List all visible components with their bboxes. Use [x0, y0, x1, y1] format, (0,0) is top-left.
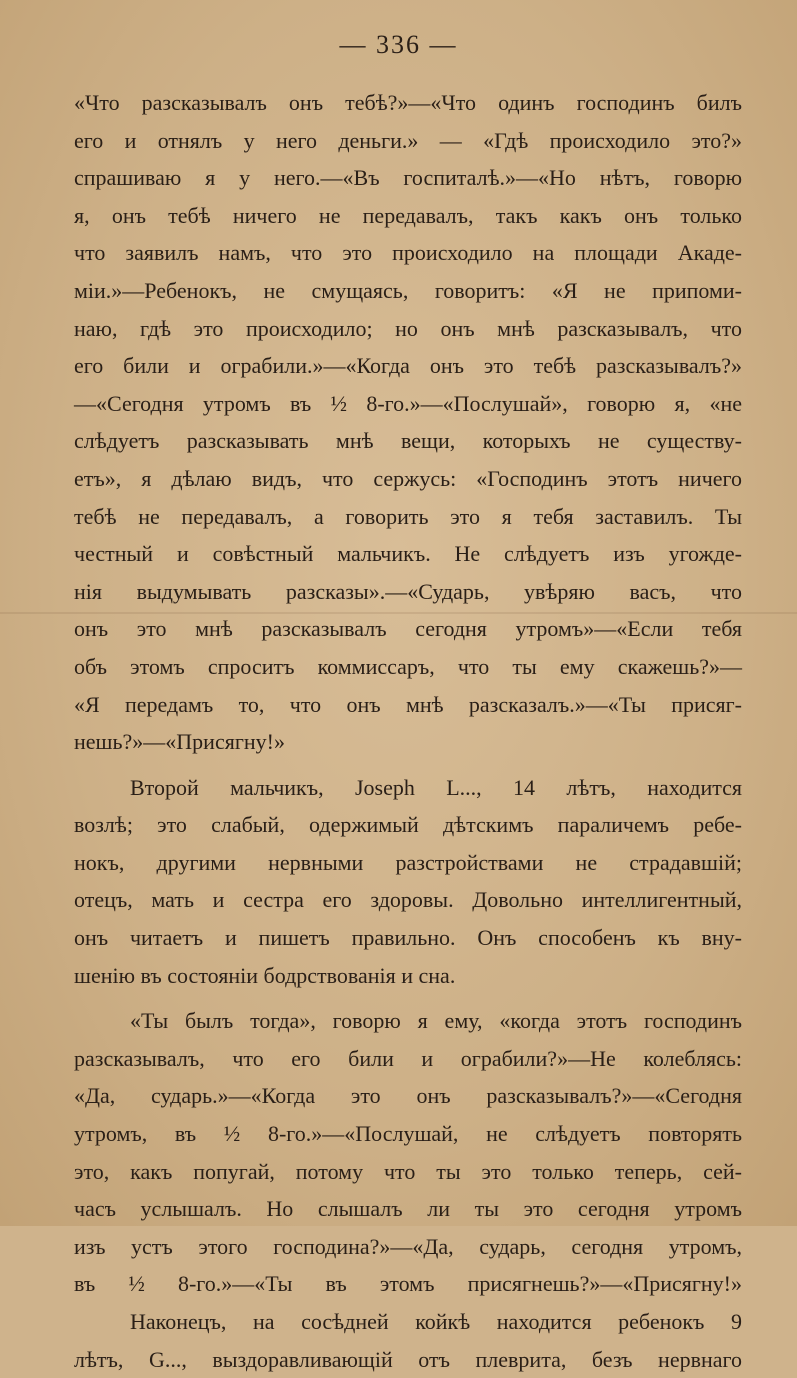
text-line: «Ты былъ тогда», говорю я ему, «когда этотъ господинъ	[130, 1008, 742, 1034]
text-line: наю, гдѣ это происходило; но онъ мнѣ разсказывалъ, что	[74, 315, 742, 341]
text-line: возлѣ; это слабый, одержимый дѣтскимъ параличемъ ребе-	[74, 812, 742, 838]
text-line: лѣтъ, G..., выздоравливающій отъ плеврита, безъ нервнаго	[74, 1346, 742, 1372]
text-line: нешь?»—«Присягну!»	[74, 729, 285, 755]
text-line: его били и ограбили.»—«Когда онъ это тебѣ разсказывалъ?»	[74, 353, 742, 379]
text-line: что заявилъ намъ, что это происходило на площади Акаде-	[74, 240, 742, 266]
text-body	[74, 84, 742, 1378]
text-line: —«Сегодня утромъ въ ½ 8-го.»—«Послушай», говорю я, «не	[74, 390, 742, 416]
text-line: нокъ, другими нервными разстройствами не страдавшій;	[74, 849, 742, 875]
text-line: утромъ, въ ½ 8-го.»—«Послушай, не слѣдуетъ повторять	[74, 1121, 742, 1147]
text-line: «Что разсказывалъ онъ тебѣ?»—«Что одинъ господинъ билъ	[74, 90, 742, 115]
text-line: честный и совѣстный мальчикъ. Не слѣдуетъ изъ угожде-	[74, 541, 742, 567]
text-line: въ ½ 8-го.»—«Ты въ этомъ присягнешь?»—«Присягну!»	[74, 1271, 742, 1297]
text-line: онъ читаетъ и пишетъ правильно. Онъ способенъ къ вну-	[74, 925, 742, 951]
text-line: тебѣ не передавалъ, а говорить это я тебя заставилъ. Ты	[74, 503, 742, 529]
text-line: онъ это мнѣ разсказывалъ сегодня утромъ»—«Если тебя	[74, 616, 742, 642]
text-line: изъ устъ этого господина?»—«Да, сударь, сегодня утромъ,	[74, 1233, 742, 1259]
text-line: шенію въ состояніи бодрствованія и сна.	[74, 962, 456, 988]
text-line: «Да, сударь.»—«Когда это онъ разсказывалъ?»—«Сегодня	[74, 1083, 742, 1109]
text-line: спрашиваю я у него.—«Въ госпиталѣ.»—«Но нѣтъ, говорю	[74, 165, 742, 191]
text-line: его и отнялъ у него деньги.» — «Гдѣ происходило это?»	[74, 127, 742, 153]
text-line: объ этомъ спроситъ коммиссаръ, что ты ему скажешь?»—	[74, 653, 742, 679]
text-line: нія выдумывать разсказы».—«Сударь, увѣряю васъ, что	[74, 578, 742, 604]
text-line: «Я передамъ то, что онъ мнѣ разсказалъ.»—«Ты присяг-	[74, 691, 742, 717]
text-line: я, онъ тебѣ ничего не передавалъ, такъ какъ онъ только	[74, 202, 742, 228]
paragraph-3	[74, 1002, 742, 1303]
text-line: отецъ, мать и сестра его здоровы. Довольно интеллигентный,	[74, 887, 742, 913]
text-line: часъ услышалъ. Но слышалъ ли ты это сегодня утромъ	[74, 1196, 742, 1222]
paragraph-1	[74, 84, 742, 761]
text-line: разсказывалъ, что его били и ограбили?»—Не колеблясь:	[74, 1045, 742, 1071]
text-line: етъ», я дѣлаю видъ, что сержусь: «Господинъ этотъ ничего	[74, 465, 742, 491]
page-number: — 336 —	[339, 30, 458, 59]
text-line: міи.»—Ребенокъ, не смущаясь, говоритъ: «Я не припоми-	[74, 277, 742, 303]
paragraph-2	[74, 769, 742, 995]
text-line: Второй мальчикъ, Joseph L..., 14 лѣтъ, находится	[130, 774, 742, 800]
paragraph-4	[74, 1303, 742, 1378]
text-line: Наконецъ, на сосѣдней койкѣ находится ребенокъ 9	[130, 1309, 742, 1334]
text-line: слѣдуетъ разсказывать мнѣ вещи, которыхъ не существу-	[74, 428, 742, 454]
text-line: это, какъ попугай, потому что ты это только теперь, сей-	[74, 1158, 742, 1184]
